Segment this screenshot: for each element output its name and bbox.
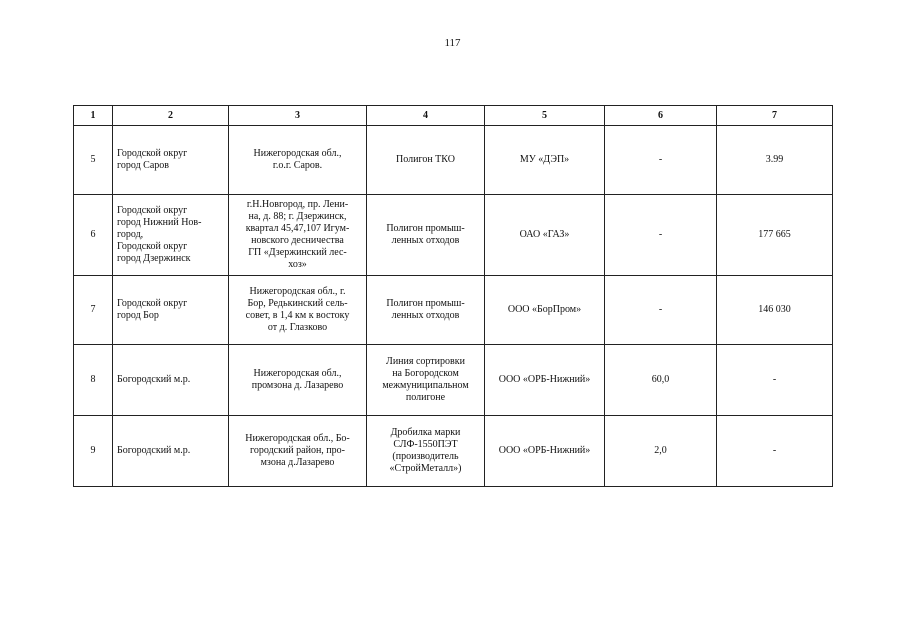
header-col-4: 4 [367, 106, 485, 126]
header-col-1: 1 [74, 106, 113, 126]
table-row [74, 126, 833, 195]
header-col-5: 5 [485, 106, 605, 126]
address-cell: Нижегородская обл., промзона д. Лазарево [229, 345, 367, 416]
table-row [74, 345, 833, 416]
row-number: 9 [74, 416, 113, 487]
header-col-7: 7 [717, 106, 833, 126]
address-cell: г.Н.Новгород, пр. Лени- на, д. 88; г. Дзержинск, квартал 45,47,107 Игум- новского десничества ГП «Дзержинский лес- хоз» [229, 195, 367, 276]
col7-cell: - [717, 345, 833, 416]
col6-cell: - [605, 126, 717, 195]
header-col-3: 3 [229, 106, 367, 126]
page-number: 117 [444, 37, 461, 49]
table-header-row [74, 106, 833, 126]
col6-cell: - [605, 195, 717, 276]
table-row [74, 195, 833, 276]
operator-cell: МУ «ДЭП» [485, 126, 605, 195]
municipality-cell: Богородский м.р. [113, 345, 229, 416]
address-cell: Нижегородская обл., г.о.г. Саров. [229, 126, 367, 195]
row-number: 7 [74, 276, 113, 345]
col7-cell: - [717, 416, 833, 487]
header-col-6: 6 [605, 106, 717, 126]
col6-cell: 2,0 [605, 416, 717, 487]
operator-cell: ООО «ОРБ-Нижний» [485, 416, 605, 487]
address-cell: Нижегородская обл., г. Бор, Редькинский сель- совет, в 1,4 км к востоку от д. Глазково [229, 276, 367, 345]
col7-cell: 177 665 [717, 195, 833, 276]
col6-cell: - [605, 276, 717, 345]
header-col-2: 2 [113, 106, 229, 126]
facility-cell: Дробилка марки СЛФ-1550ПЭТ (производитель «СтройМеталл») [367, 416, 485, 487]
municipality-cell: Городской округ город Нижний Нов- город, Городской округ город Дзержинск [113, 195, 229, 276]
operator-cell: ООО «БорПром» [485, 276, 605, 345]
row-number: 6 [74, 195, 113, 276]
facility-cell: Полигон промыш- ленных отходов [367, 276, 485, 345]
col6-cell: 60,0 [605, 345, 717, 416]
facility-cell: Полигон ТКО [367, 126, 485, 195]
table-row [74, 276, 833, 345]
municipality-cell: Городской округ город Саров [113, 126, 229, 195]
row-number: 5 [74, 126, 113, 195]
col7-cell: 146 030 [717, 276, 833, 345]
municipality-cell: Городской округ город Бор [113, 276, 229, 345]
operator-cell: ОАО «ГАЗ» [485, 195, 605, 276]
facilities-table [73, 105, 833, 487]
facility-cell: Полигон промыш- ленных отходов [367, 195, 485, 276]
address-cell: Нижегородская обл., Бо- городский район, про- мзона д.Лазарево [229, 416, 367, 487]
col7-cell: 3.99 [717, 126, 833, 195]
row-number: 8 [74, 345, 113, 416]
operator-cell: ООО «ОРБ-Нижний» [485, 345, 605, 416]
facility-cell: Линия сортировки на Богородском межмуниципальном полигоне [367, 345, 485, 416]
table-row [74, 416, 833, 487]
municipality-cell: Богородский м.р. [113, 416, 229, 487]
